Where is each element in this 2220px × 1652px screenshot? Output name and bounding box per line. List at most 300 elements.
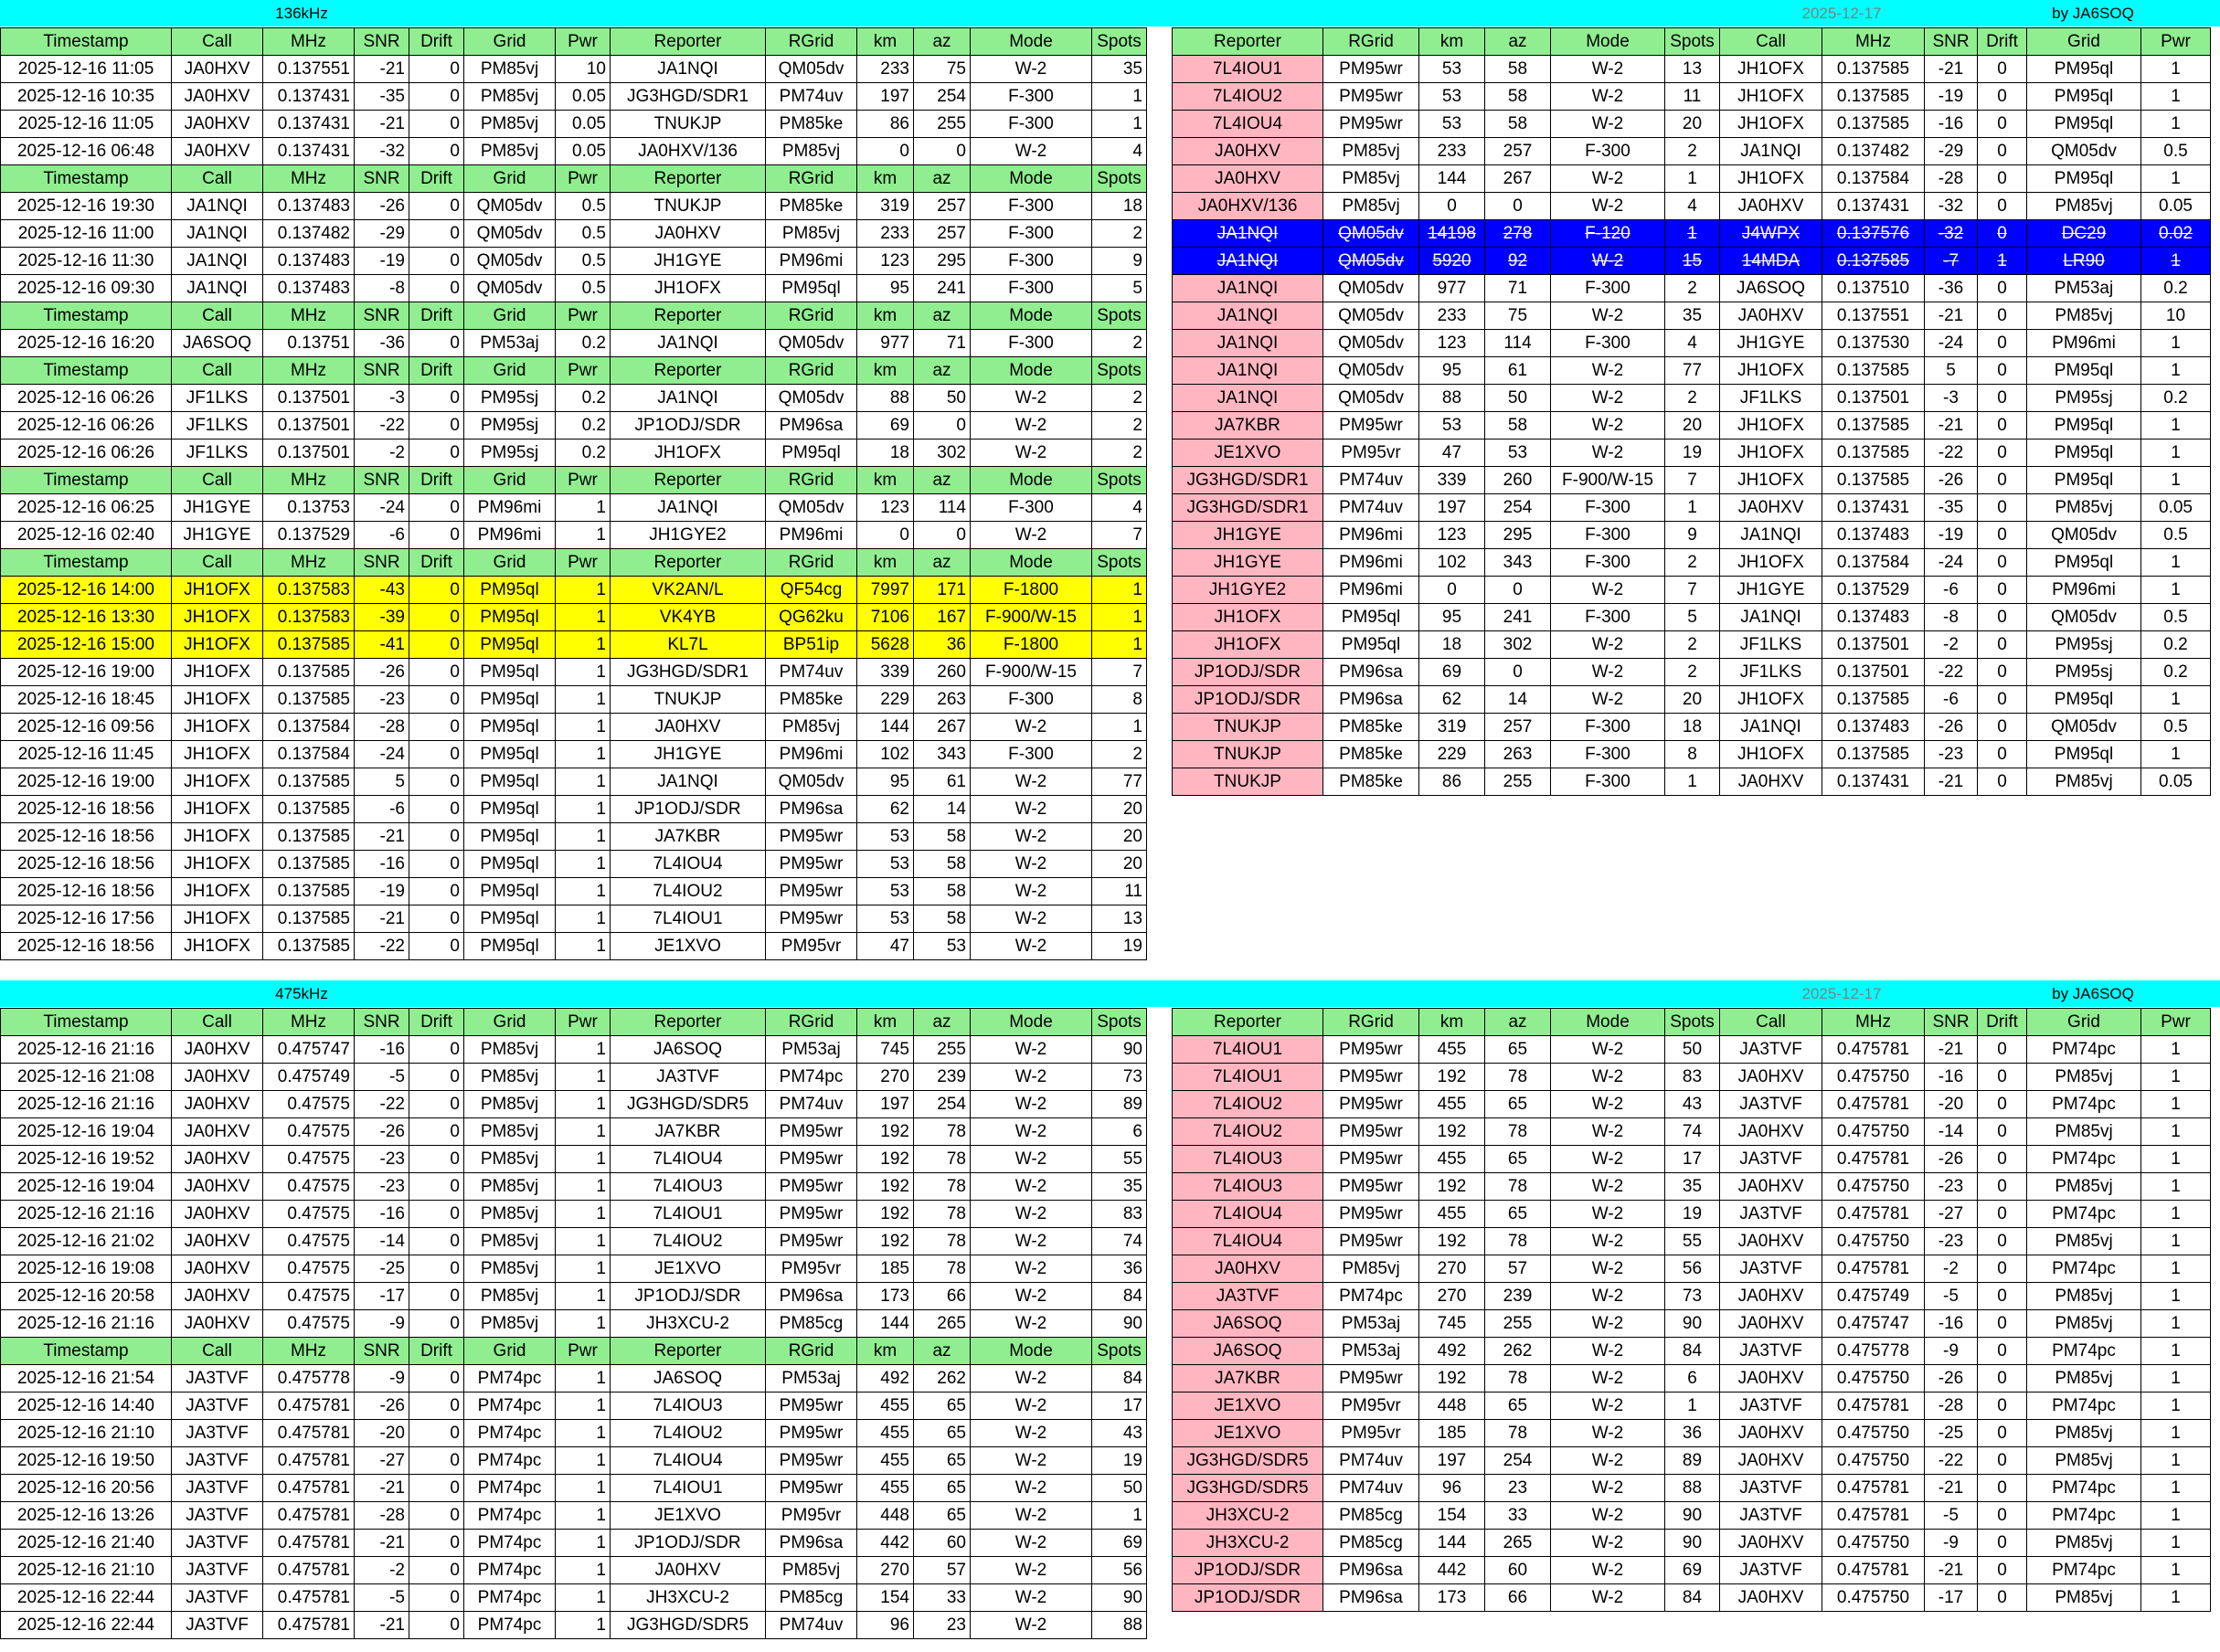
cell-snr: -21 bbox=[1925, 1036, 1978, 1064]
cell-mhz: 0.137483 bbox=[263, 193, 355, 220]
cell-grid: QM05dv bbox=[2027, 714, 2141, 741]
cell-pwr: 1 bbox=[556, 522, 611, 549]
cell-call: JA3TVF bbox=[172, 1612, 263, 1639]
cell-drift: 0 bbox=[1978, 494, 2027, 522]
cell-reporter: 7L4IOU2 bbox=[1173, 83, 1323, 111]
cell-km: 319 bbox=[1419, 714, 1485, 741]
cell-mode: F-300 bbox=[1551, 549, 1665, 577]
cell-grid: PM85vj bbox=[2027, 193, 2141, 220]
cell-spots: 2 bbox=[1092, 385, 1147, 412]
cell-call: JA0HXV bbox=[1720, 1283, 1822, 1310]
cell-snr: -39 bbox=[355, 604, 409, 631]
cell-reporter: TNUKJP bbox=[611, 111, 766, 138]
cell-mhz: 0.47575 bbox=[263, 1201, 355, 1228]
cell-az: 265 bbox=[1485, 1530, 1551, 1557]
cell-call: JA3TVF bbox=[172, 1420, 263, 1447]
cell-drift: 0 bbox=[409, 741, 464, 768]
cell-grid: PM85vj bbox=[2027, 494, 2141, 522]
column-header-spots: Spots bbox=[1092, 165, 1147, 193]
cell-call: JA0HXV bbox=[172, 56, 263, 83]
cell-timestamp: 2025-12-16 09:30 bbox=[1, 275, 172, 302]
cell-km: 86 bbox=[1419, 768, 1485, 796]
cell-grid: PM74pc bbox=[2027, 1502, 2141, 1530]
cell-km: 62 bbox=[857, 796, 914, 823]
cell-az: 78 bbox=[914, 1173, 971, 1201]
cell-call: JA0HXV bbox=[1720, 1530, 1822, 1557]
cell-spots: 2 bbox=[1665, 631, 1720, 659]
cell-call: 14MDA bbox=[1720, 248, 1822, 275]
cell-spots: 7 bbox=[1665, 467, 1720, 494]
column-header-call: Call bbox=[172, 549, 263, 577]
cell-mhz: 0.137584 bbox=[1822, 165, 1925, 193]
cell-drift: 0 bbox=[409, 659, 464, 686]
cell-call: JA3TVF bbox=[1720, 1475, 1822, 1502]
cell-reporter: 7L4IOU4 bbox=[1173, 111, 1323, 138]
cell-az: 343 bbox=[914, 741, 971, 768]
cell-snr: -16 bbox=[355, 1201, 409, 1228]
cell-rgrid: PM74pc bbox=[766, 1064, 857, 1091]
cell-grid: PM95sj bbox=[464, 439, 556, 467]
cell-reporter: JA0HXV bbox=[611, 1557, 766, 1584]
cell-timestamp: 2025-12-16 02:40 bbox=[1, 522, 172, 549]
column-header-call: Call bbox=[1720, 28, 1822, 56]
cell-mhz: 0.475781 bbox=[1822, 1146, 1925, 1173]
cell-pwr: 0.5 bbox=[2141, 604, 2211, 631]
column-header-snr: SNR bbox=[355, 28, 409, 56]
column-header-drift: Drift bbox=[409, 28, 464, 56]
cell-drift: 0 bbox=[1978, 1447, 2027, 1475]
cell-spots: 1 bbox=[1665, 165, 1720, 193]
column-header-drift: Drift bbox=[409, 165, 464, 193]
spot-row bbox=[1173, 1201, 2211, 1228]
cell-grid: DC29 bbox=[2027, 220, 2141, 248]
cell-drift: 0 bbox=[409, 1201, 464, 1228]
cell-reporter: JA1NQI bbox=[611, 768, 766, 796]
column-header-rgrid: RGrid bbox=[766, 302, 857, 330]
cell-drift: 0 bbox=[409, 330, 464, 357]
spot-row bbox=[1, 686, 1147, 714]
cell-pwr: 1 bbox=[2141, 577, 2211, 604]
column-header-mhz: MHz bbox=[263, 1009, 355, 1036]
cell-az: 254 bbox=[1485, 1447, 1551, 1475]
cell-km: 86 bbox=[857, 111, 914, 138]
column-header-mode: Mode bbox=[971, 549, 1092, 577]
cell-timestamp: 2025-12-16 20:56 bbox=[1, 1475, 172, 1502]
cell-call: JA0HXV bbox=[1720, 1365, 1822, 1393]
cell-snr: -32 bbox=[1925, 193, 1978, 220]
cell-rgrid: PM95wr bbox=[766, 1393, 857, 1420]
cell-grid: PM95ql bbox=[464, 577, 556, 604]
cell-rgrid: PM95vr bbox=[766, 933, 857, 960]
cell-grid: PM85vj bbox=[2027, 1173, 2141, 1201]
cell-rgrid: PM95wr bbox=[766, 851, 857, 878]
cell-az: 78 bbox=[1485, 1064, 1551, 1091]
column-header-reporter: Reporter bbox=[611, 467, 766, 494]
band-label-136: 136kHz bbox=[275, 5, 328, 22]
column-header-rgrid: RGrid bbox=[766, 1338, 857, 1365]
column-header-drift: Drift bbox=[409, 302, 464, 330]
column-header-mhz: MHz bbox=[263, 28, 355, 56]
cell-drift: 0 bbox=[1978, 1091, 2027, 1118]
cell-grid: PM74pc bbox=[2027, 1557, 2141, 1584]
column-header-row bbox=[1173, 1009, 2211, 1036]
cell-snr: -22 bbox=[355, 412, 409, 439]
cell-spots: 19 bbox=[1665, 1201, 1720, 1228]
spot-row bbox=[1, 56, 1147, 83]
cell-grid: PM74pc bbox=[464, 1612, 556, 1639]
cell-mode: W-2 bbox=[971, 1118, 1092, 1146]
cell-km: 154 bbox=[857, 1584, 914, 1612]
spot-row bbox=[1, 439, 1147, 467]
cell-pwr: 0.2 bbox=[556, 330, 611, 357]
cell-az: 254 bbox=[914, 83, 971, 111]
column-header-grid: Grid bbox=[2027, 1009, 2141, 1036]
cell-pwr: 1 bbox=[556, 1255, 611, 1283]
cell-timestamp: 2025-12-16 09:56 bbox=[1, 714, 172, 741]
cell-mhz: 0.137551 bbox=[1822, 302, 1925, 330]
cell-snr: -26 bbox=[355, 659, 409, 686]
cell-pwr: 1 bbox=[556, 1228, 611, 1255]
cell-mode: W-2 bbox=[1551, 577, 1665, 604]
spot-row bbox=[1, 796, 1147, 823]
cell-mhz: 0.137501 bbox=[263, 385, 355, 412]
cell-mode: W-2 bbox=[971, 1201, 1092, 1228]
spot-row bbox=[1173, 439, 2211, 467]
cell-pwr: 1 bbox=[556, 1173, 611, 1201]
cell-drift: 0 bbox=[1978, 1255, 2027, 1283]
cell-km: 455 bbox=[857, 1393, 914, 1420]
cell-rgrid: PM53aj bbox=[1323, 1338, 1419, 1365]
spot-row bbox=[1173, 604, 2211, 631]
cell-km: 0 bbox=[857, 138, 914, 165]
cell-pwr: 0.2 bbox=[2141, 631, 2211, 659]
cell-km: 270 bbox=[857, 1557, 914, 1584]
report-author-475: by JA6SOQ bbox=[2052, 985, 2134, 1002]
cell-drift: 0 bbox=[409, 905, 464, 933]
cell-km: 53 bbox=[1419, 83, 1485, 111]
cell-pwr: 0.05 bbox=[556, 138, 611, 165]
cell-call: JA0HXV bbox=[172, 1091, 263, 1118]
cell-grid: PM85vj bbox=[2027, 1420, 2141, 1447]
column-header-spots: Spots bbox=[1092, 549, 1147, 577]
cell-call: JH1OFX bbox=[172, 714, 263, 741]
cell-snr: -3 bbox=[355, 385, 409, 412]
cell-km: 173 bbox=[857, 1283, 914, 1310]
cell-snr: -14 bbox=[355, 1228, 409, 1255]
cell-reporter: 7L4IOU2 bbox=[611, 1228, 766, 1255]
cell-timestamp: 2025-12-16 21:02 bbox=[1, 1228, 172, 1255]
cell-snr: -17 bbox=[355, 1283, 409, 1310]
cell-rgrid: PM85ke bbox=[766, 686, 857, 714]
cell-call: JA1NQI bbox=[1720, 714, 1822, 741]
spot-row bbox=[1, 412, 1147, 439]
cell-call: JA1NQI bbox=[172, 275, 263, 302]
cell-snr: -28 bbox=[355, 714, 409, 741]
cell-km: 7106 bbox=[857, 604, 914, 631]
column-header-snr: SNR bbox=[355, 165, 409, 193]
cell-mode: W-2 bbox=[1551, 412, 1665, 439]
cell-az: 58 bbox=[1485, 111, 1551, 138]
cell-mhz: 0.475750 bbox=[1822, 1118, 1925, 1146]
cell-pwr: 1 bbox=[2141, 1584, 2211, 1612]
cell-snr: -2 bbox=[1925, 631, 1978, 659]
cell-mhz: 0.475750 bbox=[1822, 1228, 1925, 1255]
cell-snr: -14 bbox=[1925, 1118, 1978, 1146]
cell-reporter: 7L4IOU4 bbox=[611, 1447, 766, 1475]
cell-pwr: 1 bbox=[556, 1118, 611, 1146]
column-header-mode: Mode bbox=[1551, 28, 1665, 56]
cell-drift: 0 bbox=[1978, 1530, 2027, 1557]
cell-rgrid: PM96mi bbox=[766, 741, 857, 768]
cell-az: 0 bbox=[914, 412, 971, 439]
cell-timestamp: 2025-12-16 06:26 bbox=[1, 412, 172, 439]
cell-km: 95 bbox=[857, 275, 914, 302]
cell-mode: W-2 bbox=[971, 1502, 1092, 1530]
cell-az: 78 bbox=[914, 1201, 971, 1228]
cell-snr: -36 bbox=[1925, 275, 1978, 302]
column-header-reporter: Reporter bbox=[611, 549, 766, 577]
cell-mode: F-300 bbox=[971, 111, 1092, 138]
cell-call: JA0HXV bbox=[1720, 494, 1822, 522]
cell-mhz: 0.13753 bbox=[263, 494, 355, 522]
cell-grid: PM74pc bbox=[464, 1557, 556, 1584]
cell-snr: -24 bbox=[355, 741, 409, 768]
cell-drift: 0 bbox=[409, 1475, 464, 1502]
cell-km: 455 bbox=[857, 1420, 914, 1447]
cell-spots: 84 bbox=[1092, 1365, 1147, 1393]
cell-reporter: JA1NQI bbox=[1173, 330, 1323, 357]
cell-mode: W-2 bbox=[971, 1365, 1092, 1393]
column-header-drift: Drift bbox=[409, 467, 464, 494]
cell-spots: 1 bbox=[1665, 768, 1720, 796]
struck-out-spot-row bbox=[1173, 248, 2211, 275]
cell-mhz: 0.475750 bbox=[1822, 1584, 1925, 1612]
cell-snr: -2 bbox=[355, 1557, 409, 1584]
column-header-pwr: Pwr bbox=[2141, 1009, 2211, 1036]
cell-snr: -22 bbox=[355, 1091, 409, 1118]
cell-timestamp: 2025-12-16 11:05 bbox=[1, 56, 172, 83]
column-header-grid: Grid bbox=[464, 467, 556, 494]
column-header-km: km bbox=[857, 357, 914, 385]
cell-call: JA3TVF bbox=[172, 1557, 263, 1584]
spot-row bbox=[1173, 1228, 2211, 1255]
column-header-row bbox=[1173, 28, 2211, 56]
cell-pwr: 0.5 bbox=[556, 248, 611, 275]
cell-mhz: 0.475778 bbox=[263, 1365, 355, 1393]
cell-rgrid: PM95wr bbox=[1323, 1146, 1419, 1173]
cell-call: JA3TVF bbox=[172, 1502, 263, 1530]
cell-grid: PM95ql bbox=[2027, 357, 2141, 385]
cell-snr: -5 bbox=[355, 1064, 409, 1091]
column-header-grid: Grid bbox=[464, 28, 556, 56]
cell-mode: F-300 bbox=[1551, 330, 1665, 357]
cell-drift: 0 bbox=[1978, 1557, 2027, 1584]
cell-snr: -5 bbox=[355, 1584, 409, 1612]
cell-grid: PM74pc bbox=[2027, 1146, 2141, 1173]
cell-reporter: JH3XCU-2 bbox=[1173, 1502, 1323, 1530]
cell-reporter: JA0HXV bbox=[611, 714, 766, 741]
cell-reporter: JE1XVO bbox=[1173, 439, 1323, 467]
cell-mhz: 0.475778 bbox=[1822, 1338, 1925, 1365]
cell-spots: 1 bbox=[1092, 631, 1147, 659]
cell-az: 114 bbox=[1485, 330, 1551, 357]
cell-mode: W-2 bbox=[971, 385, 1092, 412]
cell-pwr: 0.5 bbox=[2141, 522, 2211, 549]
column-header-km: km bbox=[857, 302, 914, 330]
cell-drift: 0 bbox=[1978, 1338, 2027, 1365]
cell-rgrid: QM05dv bbox=[766, 768, 857, 796]
cell-az: 262 bbox=[1485, 1338, 1551, 1365]
cell-az: 267 bbox=[914, 714, 971, 741]
cell-mhz: 0.137431 bbox=[263, 111, 355, 138]
cell-mhz: 0.137585 bbox=[1822, 686, 1925, 714]
cell-drift: 0 bbox=[409, 1283, 464, 1310]
cell-pwr: 1 bbox=[2141, 1283, 2211, 1310]
spot-row bbox=[1, 1475, 1147, 1502]
cell-reporter: JG3HGD/SDR1 bbox=[611, 83, 766, 111]
cell-spots: 77 bbox=[1092, 768, 1147, 796]
cell-km: 96 bbox=[1419, 1475, 1485, 1502]
cell-rgrid: QM05dv bbox=[1323, 302, 1419, 330]
cell-pwr: 0.2 bbox=[2141, 385, 2211, 412]
cell-mode: W-2 bbox=[1551, 631, 1665, 659]
cell-grid: PM85vj bbox=[464, 83, 556, 111]
spot-row bbox=[1173, 1584, 2211, 1612]
cell-snr: -21 bbox=[1925, 302, 1978, 330]
column-header-mhz: MHz bbox=[263, 165, 355, 193]
cell-pwr: 1 bbox=[556, 1420, 611, 1447]
cell-spots: 2 bbox=[1092, 220, 1147, 248]
cell-pwr: 1 bbox=[2141, 1365, 2211, 1393]
cell-mhz: 0.47575 bbox=[263, 1146, 355, 1173]
cell-mode: W-2 bbox=[971, 1036, 1092, 1064]
cell-mode: W-2 bbox=[1551, 83, 1665, 111]
cell-drift: 0 bbox=[1978, 165, 2027, 193]
cell-drift: 0 bbox=[1978, 193, 2027, 220]
cell-timestamp: 2025-12-16 18:56 bbox=[1, 823, 172, 851]
cell-spots: 2 bbox=[1092, 741, 1147, 768]
cell-rgrid: PM95vr bbox=[1323, 439, 1419, 467]
cell-drift: 0 bbox=[1978, 83, 2027, 111]
column-header-pwr: Pwr bbox=[556, 165, 611, 193]
cell-km: 53 bbox=[857, 823, 914, 851]
cell-az: 92 bbox=[1485, 248, 1551, 275]
cell-reporter: 7L4IOU1 bbox=[1173, 56, 1323, 83]
cell-drift: 0 bbox=[1978, 111, 2027, 138]
cell-timestamp: 2025-12-16 06:26 bbox=[1, 385, 172, 412]
cell-drift: 0 bbox=[1978, 659, 2027, 686]
cell-mhz: 0.475749 bbox=[1822, 1283, 1925, 1310]
highlighted-dx-spot-row bbox=[1, 631, 1147, 659]
cell-mode: W-2 bbox=[1551, 1091, 1665, 1118]
cell-snr: -23 bbox=[1925, 741, 1978, 768]
cell-mode: W-2 bbox=[971, 933, 1092, 960]
cell-drift: 0 bbox=[1978, 1036, 2027, 1064]
cell-mode: W-2 bbox=[1551, 165, 1665, 193]
spot-row bbox=[1, 1557, 1147, 1584]
cell-reporter: 7L4IOU3 bbox=[1173, 1173, 1323, 1201]
cell-az: 66 bbox=[1485, 1584, 1551, 1612]
cell-mhz: 0.47575 bbox=[263, 1173, 355, 1201]
cell-call: JF1LKS bbox=[172, 412, 263, 439]
spot-row bbox=[1, 1530, 1147, 1557]
cell-mhz: 0.137482 bbox=[263, 220, 355, 248]
cell-snr: -20 bbox=[1925, 1091, 1978, 1118]
cell-reporter: JA0HXV/136 bbox=[1173, 193, 1323, 220]
cell-mode: W-2 bbox=[971, 823, 1092, 851]
cell-spots: 7 bbox=[1092, 659, 1147, 686]
cell-snr: -5 bbox=[1925, 1502, 1978, 1530]
column-header-reporter: Reporter bbox=[611, 357, 766, 385]
spot-row bbox=[1173, 1036, 2211, 1064]
column-header-spots: Spots bbox=[1665, 1009, 1720, 1036]
spot-row bbox=[1, 933, 1147, 960]
cell-drift: 0 bbox=[1978, 1064, 2027, 1091]
column-header-rgrid: RGrid bbox=[766, 549, 857, 577]
cell-call: JA0HXV bbox=[172, 1146, 263, 1173]
cell-drift: 1 bbox=[1978, 248, 2027, 275]
column-header-mode: Mode bbox=[971, 1338, 1092, 1365]
spot-row bbox=[1, 1365, 1147, 1393]
cell-spots: 90 bbox=[1665, 1310, 1720, 1338]
cell-mhz: 0.137483 bbox=[263, 275, 355, 302]
cell-pwr: 1 bbox=[556, 1557, 611, 1584]
cell-rgrid: PM95wr bbox=[766, 1475, 857, 1502]
column-header-km: km bbox=[857, 467, 914, 494]
cell-timestamp: 2025-12-16 19:30 bbox=[1, 193, 172, 220]
cell-spots: 50 bbox=[1665, 1036, 1720, 1064]
cell-pwr: 1 bbox=[556, 823, 611, 851]
cell-mode: W-2 bbox=[1551, 1338, 1665, 1365]
cell-km: 123 bbox=[857, 248, 914, 275]
column-header-timestamp: Timestamp bbox=[1, 165, 172, 193]
cell-drift: 0 bbox=[1978, 549, 2027, 577]
cell-mhz: 0.475750 bbox=[1822, 1447, 1925, 1475]
cell-mhz: 0.137584 bbox=[1822, 549, 1925, 577]
cell-pwr: 1 bbox=[2141, 1420, 2211, 1447]
cell-drift: 0 bbox=[409, 56, 464, 83]
cell-spots: 55 bbox=[1665, 1228, 1720, 1255]
cell-pwr: 1 bbox=[2141, 1502, 2211, 1530]
report-author-136: by JA6SOQ bbox=[2052, 5, 2134, 22]
cell-km: 442 bbox=[1419, 1557, 1485, 1584]
cell-pwr: 1 bbox=[556, 1036, 611, 1064]
cell-grid: PM85vj bbox=[464, 1036, 556, 1064]
cell-pwr: 0.5 bbox=[556, 220, 611, 248]
cell-drift: 0 bbox=[409, 1091, 464, 1118]
cell-grid: PM85vj bbox=[2027, 1310, 2141, 1338]
cell-snr: -5 bbox=[1925, 1283, 1978, 1310]
column-header-mode: Mode bbox=[1551, 1009, 1665, 1036]
cell-reporter: JH1OFX bbox=[611, 275, 766, 302]
cell-call: JA0HXV bbox=[172, 1255, 263, 1283]
spot-row bbox=[1, 1283, 1147, 1310]
cell-rgrid: PM85ke bbox=[1323, 768, 1419, 796]
column-header-rgrid: RGrid bbox=[1323, 1009, 1419, 1036]
cell-grid: PM96mi bbox=[464, 522, 556, 549]
cell-drift: 0 bbox=[409, 1146, 464, 1173]
cell-timestamp: 2025-12-16 21:08 bbox=[1, 1064, 172, 1091]
cell-spots: 35 bbox=[1665, 1173, 1720, 1201]
cell-mode: F-1800 bbox=[971, 577, 1092, 604]
cell-az: 14 bbox=[914, 796, 971, 823]
cell-mode: F-120 bbox=[1551, 220, 1665, 248]
cell-reporter: JA1NQI bbox=[1173, 385, 1323, 412]
cell-spots: 6 bbox=[1092, 1118, 1147, 1146]
cell-reporter: JA1NQI bbox=[611, 385, 766, 412]
cell-az: 114 bbox=[914, 494, 971, 522]
cell-call: JH1OFX bbox=[1720, 467, 1822, 494]
